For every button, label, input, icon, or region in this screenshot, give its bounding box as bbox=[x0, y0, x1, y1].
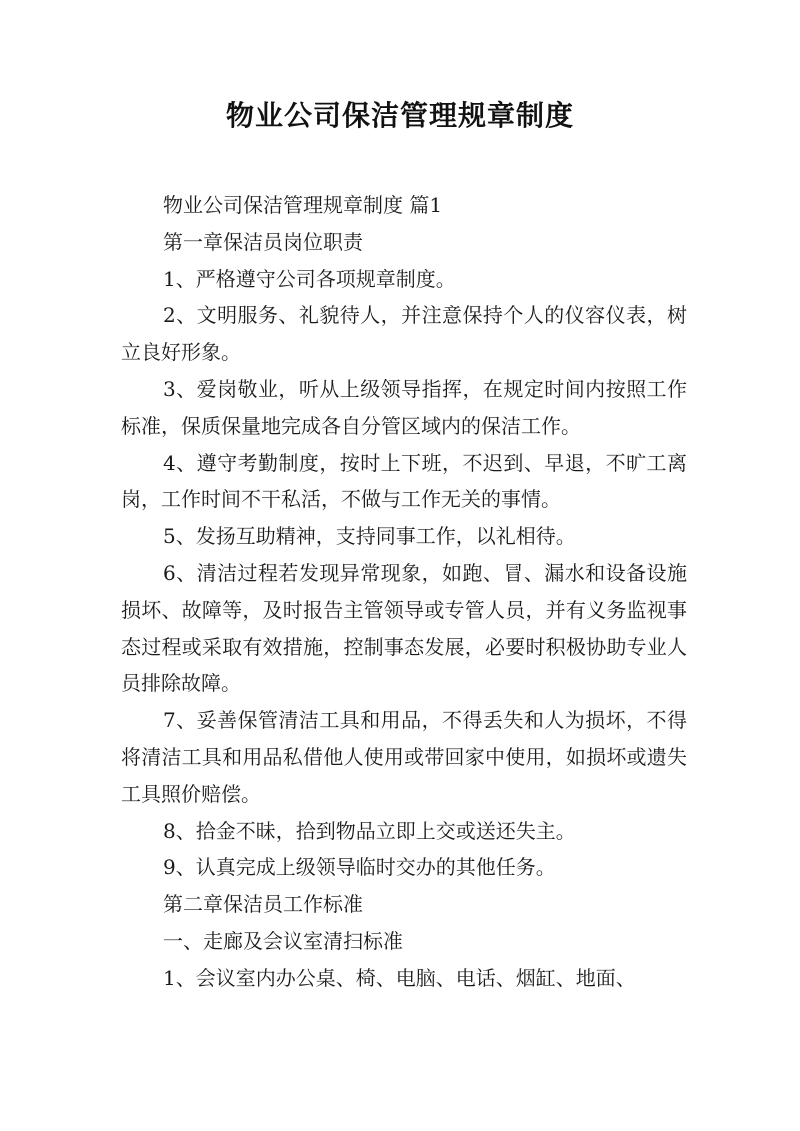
paragraph-item-6: 6、清洁过程若发现异常现象，如跑、冒、漏水和设备设施损坏、故障等，及时报告主管领导或专管人员，并有义务监视事态过程或采取有效措施，控制事态发展，必要时积极协助专业人员排除故障。 bbox=[121, 560, 687, 696]
paragraph-item-3: 3、爱岗敬业，听从上级领导指挥，在规定时间内按照工作标准，保质保量地完成各自分管区域内的保洁工作。 bbox=[121, 376, 687, 438]
chapter-2-title: 第二章保洁员工作标准 bbox=[163, 892, 363, 917]
chapter-1-title: 第一章保洁员岗位职责 bbox=[163, 229, 363, 254]
paragraph-item-9: 9、认真完成上级领导临时交办的其他任务。 bbox=[163, 855, 556, 880]
paragraph-item-1: 1、严格遵守公司各项规章制度。 bbox=[163, 266, 456, 291]
paragraph-heading: 物业公司保洁管理规章制度 篇1 bbox=[163, 193, 443, 217]
paragraph-standard-1: 1、会议室内办公桌、椅、电脑、电话、烟缸、地面、 bbox=[163, 965, 636, 990]
paragraph-item-5: 5、发扬互助精神，支持同事工作，以礼相待。 bbox=[163, 524, 576, 549]
paragraph-item-7: 7、妥善保管清洁工具和用品，不得丢失和人为损坏，不得将清洁工具和用品私借他人使用或带回家中使用，如损坏或遗失工具照价赔偿。 bbox=[121, 708, 687, 806]
paragraph-item-8: 8、拾金不昧，拾到物品立即上交或送还失主。 bbox=[163, 818, 576, 843]
section-title: 一、走廊及会议室清扫标准 bbox=[163, 928, 403, 953]
document-body bbox=[121, 187, 687, 997]
paragraph-item-4: 4、遵守考勤制度，按时上下班，不迟到、早退，不旷工离岗，工作时间不干私活，不做与工作无关的事情。 bbox=[121, 450, 687, 512]
document-title: 物业公司保洁管理规章制度 bbox=[225, 99, 574, 132]
paragraph-item-2: 2、文明服务、礼貌待人，并注意保持个人的仪容仪表，树立良好形象。 bbox=[121, 303, 687, 365]
